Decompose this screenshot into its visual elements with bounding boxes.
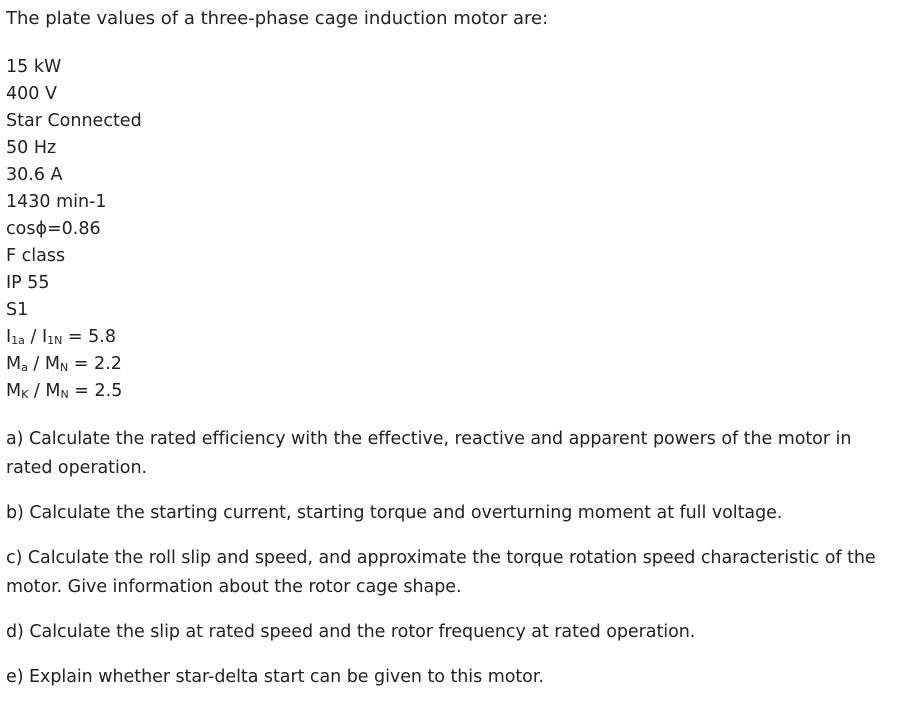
document (6, 5, 901, 687)
plate-breakdown-torque-ratio (6, 378, 901, 405)
starting-torque-value: = 2.2 (68, 354, 122, 374)
question-c: c) Calculate the roll slip and speed, and approximate the torque rotation speed characteristic of the motor. Give information about the rotor cage shape. (6, 548, 876, 597)
plate-speed: 1430 min-1 (6, 192, 107, 212)
starting-torque-symbol: M (6, 354, 22, 374)
plate-voltage: 400 V (6, 84, 57, 104)
current-ratio-start-sub: 1a (11, 334, 25, 347)
intro-text: The plate values of a three-phase cage induction motor are: (6, 8, 549, 29)
breakdown-torque-separator: / (28, 381, 46, 401)
breakdown-torque-symbol: M (6, 381, 22, 401)
plate-current-ratio (6, 324, 901, 351)
current-ratio-rated-sub: 1N (47, 334, 63, 347)
nameplate-values (6, 54, 901, 405)
plate-frequency: 50 Hz (6, 138, 57, 158)
plate-connection: Star Connected (6, 111, 142, 131)
starting-torque-sub: a (21, 361, 28, 374)
breakdown-torque-rated-sub: N (60, 388, 69, 401)
starting-torque-rated-symbol: M (44, 354, 60, 374)
current-ratio-value: = 5.8 (62, 327, 116, 347)
current-ratio-separator: / (24, 327, 42, 347)
plate-insulation-class: F class (6, 246, 66, 266)
plate-power-factor: cosϕ=0.86 (6, 219, 101, 239)
starting-torque-separator: / (27, 354, 45, 374)
question-a: a) Calculate the rated efficiency with the effective, reactive and apparent powers of the motor in rated operation. (6, 429, 852, 478)
breakdown-torque-sub: K (21, 388, 29, 401)
plate-starting-torque-ratio (6, 351, 901, 378)
question-d: d) Calculate the slip at rated speed and the rotor frequency at rated operation. (6, 622, 696, 642)
breakdown-torque-value: = 2.5 (68, 381, 123, 401)
current-ratio-rated-symbol: I (41, 327, 48, 347)
plate-power: 15 kW (6, 57, 62, 77)
current-ratio-start-symbol: I (6, 327, 12, 347)
questions-list (6, 425, 901, 708)
breakdown-torque-rated-symbol: M (45, 381, 61, 401)
question-b: b) Calculate the starting current, starting torque and overturning moment at full voltage. (6, 503, 783, 523)
plate-protection: IP 55 (6, 273, 50, 293)
plate-duty: S1 (6, 300, 29, 320)
question-e: e) Explain whether star-delta start can be given to this motor. (6, 667, 544, 687)
starting-torque-rated-sub: N (60, 361, 69, 374)
plate-current: 30.6 A (6, 165, 63, 185)
